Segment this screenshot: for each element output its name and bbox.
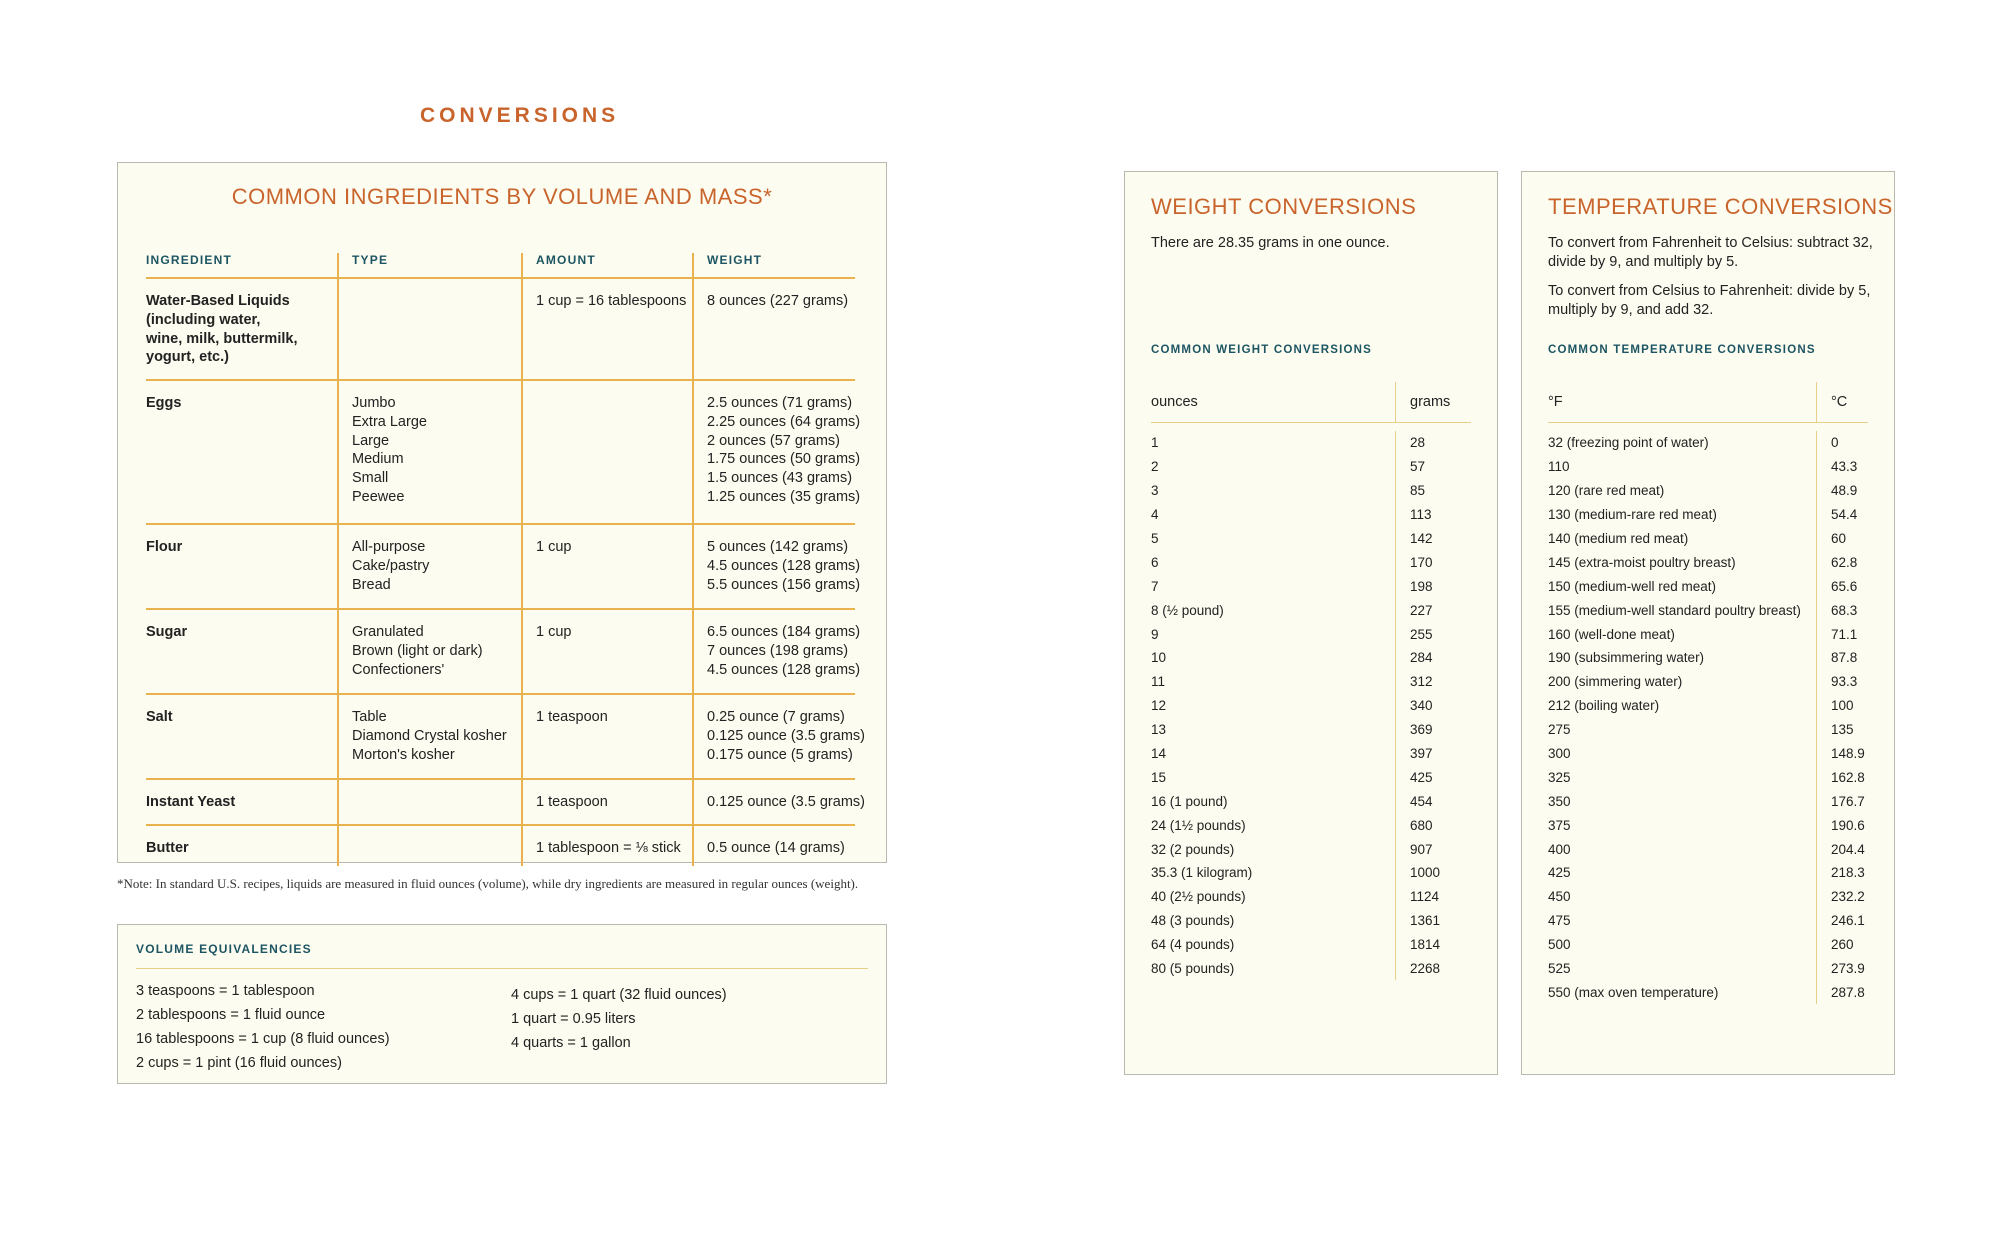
temperature-row [1548,933,1868,957]
weight-row [1151,861,1471,885]
ingredient-weight-line: 1.5 ounces (43 grams) [707,470,853,487]
ingredient-name-cell [146,279,337,379]
temperature-row [1548,813,1868,837]
ingredient-row [146,780,865,826]
volume-left-list [136,979,390,1075]
volume-equivalency: 4 cups = 1 quart (32 fluid ounces) [511,987,727,1003]
temperature-row [1548,980,1868,1004]
temperature-right-value: 71.1 [1816,622,1857,646]
ingredient-name-cell [146,826,337,866]
volume-title: VOLUME EQUIVALENCIES [136,942,312,956]
temperature-left-value: 140 (medium red meat) [1548,531,1689,546]
weight-right-value: 369 [1395,718,1433,742]
temperature-right-value: 232.2 [1816,885,1865,909]
weight-right-value: 284 [1395,646,1433,670]
ingredient-amount-cell [521,610,692,693]
temperature-right-value: 60 [1816,527,1846,551]
temperature-right-value: 273.9 [1816,957,1865,981]
weight-left-value: 16 (1 pound) [1151,793,1228,809]
weight-row [1151,479,1471,503]
temperature-row [1548,598,1868,622]
ingredient-type-cell [337,279,521,379]
ingredient-name-line: Water-Based Liquids [146,293,290,309]
weight-left-value: 10 [1151,650,1167,666]
ingredient-type-cell [337,695,521,778]
ingredient-name-line: Eggs [146,395,182,411]
ingredient-amount-line: 1 teaspoon [536,794,608,810]
ingredient-weight-cell [692,525,861,608]
temperature-row [1548,550,1868,574]
weight-left-value: 32 (2 pounds) [1151,841,1235,857]
weight-left-value: 64 (4 pounds) [1151,937,1235,953]
temperature-left-value: 212 (boiling water) [1548,698,1660,714]
ingredient-weight-line: 0.125 ounce (3.5 grams) [707,727,865,744]
weight-right-value: 1361 [1395,909,1440,933]
ingredient-weight-line: 4.5 ounces (128 grams) [707,557,861,574]
ingredients-table [146,253,865,866]
weight-row [1151,813,1471,837]
ingredient-weight-cell [692,381,861,523]
volume-equivalency: 4 quarts = 1 gallon [511,1035,631,1051]
ingredient-name-cell [146,695,337,778]
ingredient-row [146,525,861,610]
weight-left-value: 2 [1151,459,1159,475]
weight-row [1151,503,1471,527]
ingredient-amount-cell [521,381,692,523]
weight-left-value: 11 [1151,674,1166,690]
weight-left-value: 5 [1151,531,1159,546]
temperature-left-value: 350 [1548,793,1571,809]
ingredient-type-cell [337,780,521,824]
ingredient-amount-line: 1 cup = 16 tablespoons [536,293,687,309]
ingredient-name-line: (including water, [146,311,261,328]
ingredient-type-line: Jumbo [352,395,396,411]
temperature-row [1548,694,1868,718]
temperature-left-value: 400 [1548,841,1571,857]
temperature-right-value: 65.6 [1816,574,1857,598]
weight-left-value: 40 (2½ pounds) [1151,889,1246,905]
weight-row [1151,550,1471,574]
ingredient-name-cell [146,610,337,693]
temperature-left-value: 130 (medium-rare red meat) [1548,507,1717,523]
temperature-left-value: 300 [1548,746,1571,762]
weight-header-row [1151,382,1471,423]
temperature-row [1548,431,1868,455]
volume-right-list [511,983,727,1055]
ingredient-amount-line: 1 cup [536,539,572,555]
weight-right-value: 425 [1395,765,1433,789]
temperature-row [1548,718,1868,742]
ingredient-amount-cell [521,780,692,824]
ingredient-type-line: Extra Large [352,413,427,430]
temperature-right-value: 287.8 [1816,980,1865,1004]
temperature-right-value: 48.9 [1816,479,1857,503]
weight-col-grams: grams [1395,382,1450,422]
weight-right-value: 142 [1395,527,1433,551]
ingredient-name-line: Instant Yeast [146,794,236,810]
weight-row [1151,574,1471,598]
weight-right-value: 340 [1395,694,1433,718]
ingredients-title: COMMON INGREDIENTS BY VOLUME AND MASS* [231,184,773,209]
temperature-row [1548,574,1868,598]
weight-right-value: 680 [1395,813,1433,837]
temperature-right-value: 62.8 [1816,550,1857,574]
weight-right-value: 454 [1395,789,1433,813]
temperature-row [1548,765,1868,789]
weight-row [1151,455,1471,479]
volume-equivalency: 2 tablespoons = 1 fluid ounce [136,1007,326,1023]
temperature-left-value: 450 [1548,889,1571,905]
temperature-right-value: 260 [1816,933,1854,957]
weight-left-value: 24 (1½ pounds) [1151,817,1246,833]
ingredient-weight-line: 5.5 ounces (156 grams) [707,576,861,593]
weight-intro [1151,234,1481,263]
temperature-right-value: 148.9 [1816,742,1865,766]
temperature-right-value: 218.3 [1816,861,1865,885]
weight-row [1151,646,1471,670]
ingredient-amount-line: 1 cup [536,624,572,640]
ingredient-name-line: Sugar [146,624,188,640]
temperature-body [1548,423,1868,1004]
ingredient-name-cell [146,381,337,523]
weight-left-value: 35.3 (1 kilogram) [1151,865,1253,881]
temperature-left-value: 150 (medium-well red meat) [1548,578,1717,594]
temperature-intro-paragraph: To convert from Fahrenheit to Celsius: subtract 32, divide by 9, and multiply by 5. [1548,235,1873,270]
ingredients-panel [117,162,887,863]
ingredient-amount-cell [521,279,692,379]
temperature-right-value: 190.6 [1816,813,1865,837]
temperature-row [1548,837,1868,861]
temperature-left-value: 550 (max oven temperature) [1548,984,1719,1000]
ingredient-weight-line: 0.125 ounce (3.5 grams) [707,794,865,810]
temperature-right-value: 135 [1816,718,1854,742]
ingredient-row [146,610,861,695]
header-amount: AMOUNT [521,253,692,277]
ingredient-weight-cell [692,826,855,866]
weight-row [1151,837,1471,861]
weight-right-value: 1124 [1395,885,1439,909]
weight-right-value: 255 [1395,622,1433,646]
weight-left-value: 1 [1151,435,1159,451]
temperature-right-value: 0 [1816,431,1839,455]
volume-equivalency: 1 quart = 0.95 liters [511,1011,636,1027]
ingredient-amount-cell [521,826,692,866]
header-type: TYPE [337,253,521,277]
ingredient-name-line: Butter [146,840,189,856]
temperature-right-value: 54.4 [1816,503,1857,527]
temperature-col-c: °C [1816,382,1847,422]
weight-right-value: 113 [1395,503,1432,527]
ingredient-weight-line: 7 ounces (198 grams) [707,642,849,659]
weight-row [1151,957,1471,981]
temperature-right-value: 68.3 [1816,598,1857,622]
ingredient-weight-cell [692,279,855,379]
temperature-intro-paragraph: To convert from Celsius to Fahrenheit: divide by 5, multiply by 9, and add 32. [1548,283,1871,318]
temperature-row [1548,503,1868,527]
temperature-row [1548,670,1868,694]
weight-right-value: 397 [1395,742,1433,766]
temperature-right-value: 246.1 [1816,909,1865,933]
weight-left-value: 8 (½ pound) [1151,602,1224,618]
weight-left-value: 48 (3 pounds) [1151,913,1235,929]
weight-title: WEIGHT CONVERSIONS [1151,194,1417,219]
ingredient-type-line: Cake/pastry [352,557,430,574]
weight-right-value: 198 [1395,574,1433,598]
temperature-intro [1548,234,1878,330]
volume-equivalency: 3 teaspoons = 1 tablespoon [136,983,315,999]
ingredient-amount-line: 1 teaspoon [536,709,608,725]
temperature-row [1548,885,1868,909]
temperature-row [1548,646,1868,670]
weight-left-value: 4 [1151,507,1159,523]
temperature-row [1548,479,1868,503]
temperature-right-value: 43.3 [1816,455,1857,479]
ingredient-amount-cell [521,525,692,608]
temperature-left-value: 200 (simmering water) [1548,674,1683,690]
weight-row [1151,431,1471,455]
ingredient-weight-line: 2 ounces (57 grams) [707,432,840,449]
ingredient-weight-cell [692,610,861,693]
ingredient-type-line: All-purpose [352,539,426,555]
temperature-left-value: 155 (medium-well standard poultry breast) [1548,602,1801,618]
temperature-left-value: 275 [1548,722,1571,738]
temperature-row [1548,789,1868,813]
ingredient-weight-cell [692,780,865,824]
header-weight: WEIGHT [692,253,855,277]
ingredient-row [146,826,855,866]
temperature-row [1548,455,1868,479]
temperature-left-value: 425 [1548,865,1571,881]
ingredients-header-row [146,253,855,279]
weight-table [1151,382,1471,980]
temperature-right-value: 93.3 [1816,670,1857,694]
header-ingredient: INGREDIENT [146,253,233,267]
weight-row [1151,933,1471,957]
temperature-right-value: 162.8 [1816,765,1865,789]
weight-right-value: 227 [1395,598,1433,622]
ingredients-body [146,279,865,866]
weight-right-value: 2268 [1395,957,1440,981]
weight-left-value: 6 [1151,554,1159,570]
weight-row [1151,622,1471,646]
weight-row [1151,598,1471,622]
ingredient-weight-line: 2.5 ounces (71 grams) [707,395,853,411]
temperature-title: TEMPERATURE CONVERSIONS [1548,194,1893,219]
weight-left-value: 13 [1151,722,1167,738]
ingredient-weight-line: 2.25 ounces (64 grams) [707,413,861,430]
ingredient-weight-line: 5 ounces (142 grams) [707,539,849,555]
weight-body [1151,423,1471,980]
weight-right-value: 1814 [1395,933,1440,957]
weight-row [1151,789,1471,813]
temperature-left-value: 110 [1548,459,1570,475]
weight-left-value: 15 [1151,769,1167,785]
temperature-left-value: 32 (freezing point of water) [1548,435,1709,451]
weight-row [1151,742,1471,766]
ingredient-name-line: Salt [146,709,173,725]
weight-left-value: 3 [1151,483,1159,499]
weight-row [1151,527,1471,551]
temperature-row [1548,957,1868,981]
ingredient-type-line: Small [352,470,389,487]
ingredient-weight-line: 0.25 ounce (7 grams) [707,709,845,725]
weight-left-value: 7 [1151,578,1159,594]
weight-left-value: 80 (5 pounds) [1151,961,1235,977]
weight-right-value: 1000 [1395,861,1440,885]
ingredient-name-cell [146,525,337,608]
temperature-left-value: 325 [1548,769,1571,785]
ingredient-weight-line: 6.5 ounces (184 grams) [707,624,861,640]
ingredient-weight-line: 1.75 ounces (50 grams) [707,451,861,468]
ingredient-weight-cell [692,695,865,778]
temperature-left-value: 525 [1548,961,1571,977]
volume-equivalency: 16 tablespoons = 1 cup (8 fluid ounces) [136,1031,390,1047]
temperature-right-value: 176.7 [1816,789,1865,813]
temperature-subtitle: COMMON TEMPERATURE CONVERSIONS [1548,344,1816,356]
temperature-panel [1521,171,1895,1075]
ingredient-weight-line: 8 ounces (227 grams) [707,293,849,309]
ingredient-type-line: Bread [352,576,391,593]
weight-row [1151,909,1471,933]
weight-row [1151,765,1471,789]
ingredient-amount-cell [521,695,692,778]
ingredient-type-line: Medium [352,451,404,468]
temperature-left-value: 375 [1548,817,1571,833]
ingredient-name-cell [146,780,337,824]
page-title: CONVERSIONS [420,104,620,127]
temperature-row [1548,527,1868,551]
temperature-col-f: °F [1548,394,1563,410]
weight-right-value: 907 [1395,837,1433,861]
ingredient-type-line: Table [352,709,387,725]
temperature-left-value: 145 (extra-moist poultry breast) [1548,554,1736,570]
temperature-right-value: 87.8 [1816,646,1857,670]
ingredient-amount-line: 1 tablespoon = ⅛ stick [536,840,681,856]
ingredient-type-line: Diamond Crystal kosher [352,727,507,744]
volume-equivalency: 2 cups = 1 pint (16 fluid ounces) [136,1055,342,1071]
weight-left-value: 9 [1151,626,1159,642]
temperature-table [1548,382,1868,1004]
ingredient-name-line: Flour [146,539,183,555]
weight-row [1151,694,1471,718]
weight-right-value: 312 [1395,670,1433,694]
weight-right-value: 57 [1395,455,1425,479]
temperature-left-value: 160 (well-done meat) [1548,626,1675,642]
temperature-left-value: 500 [1548,937,1571,953]
ingredient-weight-line: 0.175 ounce (5 grams) [707,746,853,763]
temperature-row [1548,742,1868,766]
temperature-row [1548,861,1868,885]
weight-col-ounces: ounces [1151,394,1198,410]
temperature-right-value: 100 [1816,694,1854,718]
temperature-header-row [1548,382,1868,423]
ingredient-type-cell [337,826,521,866]
temperature-right-value: 204.4 [1816,837,1865,861]
weight-right-value: 28 [1395,431,1425,455]
temperature-left-value: 475 [1548,913,1571,929]
ingredient-weight-line: 4.5 ounces (128 grams) [707,661,861,678]
ingredient-row [146,279,855,381]
ingredient-row [146,381,861,525]
ingredient-type-cell [337,610,521,693]
ingredient-weight-line: 0.5 ounce (14 grams) [707,840,845,856]
weight-row [1151,885,1471,909]
ingredient-type-line: Brown (light or dark) [352,642,483,659]
ingredient-type-cell [337,381,521,523]
ingredient-type-line: Confectioners' [352,661,445,678]
weight-right-value: 85 [1395,479,1425,503]
ingredient-type-line: Morton's kosher [352,746,455,763]
temperature-left-value: 190 (subsimmering water) [1548,650,1705,666]
ingredient-weight-line: 1.25 ounces (35 grams) [707,488,861,505]
weight-subtitle: COMMON WEIGHT CONVERSIONS [1151,344,1373,356]
volume-divider [136,968,868,969]
ingredient-type-line: Granulated [352,624,424,640]
temperature-row [1548,909,1868,933]
ingredient-type-line: Large [352,432,390,449]
ingredient-type-cell [337,525,521,608]
weight-intro-paragraph: There are 28.35 grams in one ounce. [1151,235,1390,251]
ingredient-name-line: wine, milk, buttermilk, [146,330,298,347]
weight-right-value: 170 [1395,550,1433,574]
weight-row [1151,718,1471,742]
weight-row [1151,670,1471,694]
volume-panel [117,924,887,1084]
temperature-left-value: 120 (rare red meat) [1548,483,1665,499]
ingredient-row [146,695,865,780]
ingredient-type-line: Peewee [352,488,405,505]
weight-left-value: 12 [1151,698,1167,714]
ingredient-name-line: yogurt, etc.) [146,349,229,366]
weight-left-value: 14 [1151,746,1167,762]
footnote: *Note: In standard U.S. recipes, liquids are measured in fluid ounces (volume), while dry ingredients are measured in regular ounces (weight). [117,876,859,891]
weight-panel [1124,171,1498,1075]
temperature-row [1548,622,1868,646]
